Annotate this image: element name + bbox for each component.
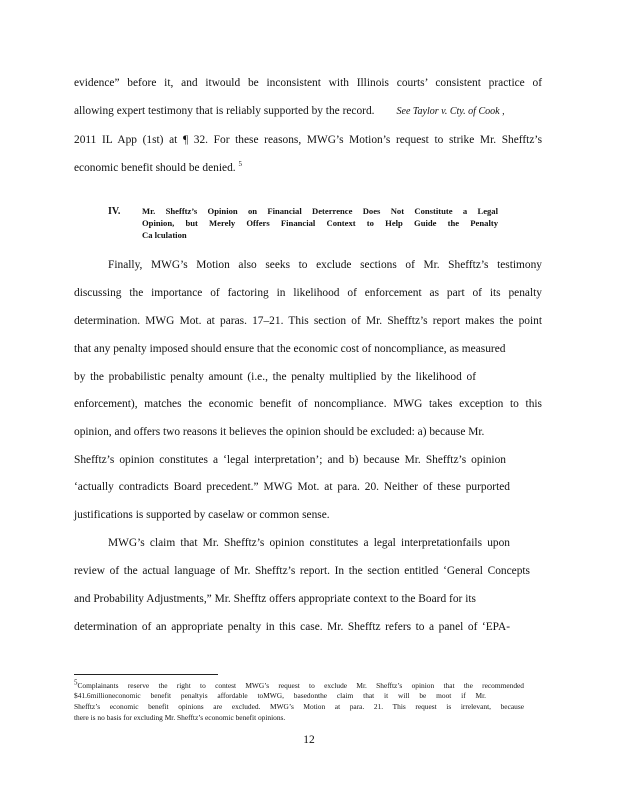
footnote-marker: 5: [74, 678, 78, 687]
body-line-text: allowing expert testimony that is reliably supported by the record.: [74, 105, 375, 117]
body-line: justifications is supported by caselaw or common sense.: [74, 509, 330, 521]
heading-line: Opinion, but Merely Offers Financial Context to Help Guide the Penalty: [142, 218, 498, 228]
section-number: IV.: [108, 206, 121, 217]
footnote-line: $41.6millioneconomic benefit penaltyis affordable toMWG, basedonthe claim that it will be moot if Mr.: [74, 691, 486, 700]
body-line: enforcement), matches the economic benefit of noncompliance. MWG takes exception to this: [74, 398, 542, 410]
body-line: opinion, and offers two reasons it believes the opinion should be excluded: a) because Mr.: [74, 426, 485, 438]
body-line: evidence” before it, and itwould be inconsistent with Illinois courts’ consistent practice of: [74, 77, 542, 89]
body-line: 2011 IL App (1st) at ¶ 32. For these reasons, MWG’s Motion’s request to strike Mr. Shefftz’s: [74, 134, 542, 146]
footnote-text: Complainants reserve the right to contest MWG’s request to exclude Mr. Shefftz’s opinion that the recommended: [77, 681, 524, 690]
footnote-separator: [74, 674, 218, 675]
body-line: and Probability Adjustments,” Mr. Shefftz offers appropriate context to the Board for its: [74, 593, 476, 605]
body-line: MWG’s claim that Mr. Shefftz’s opinion constitutes a legal interpretationfails upon: [108, 537, 510, 549]
body-line: [74, 161, 542, 175]
footnote-line: [74, 678, 524, 691]
footnote-line: Shefftz’s economic benefit opinions are excluded. MWG’s Motion at para. 21. This request is irrelevant, because: [74, 702, 524, 711]
body-line: Finally, MWG’s Motion also seeks to exclude sections of Mr. Shefftz’s testimony: [108, 259, 542, 271]
body-line: ‘actually contradicts Board precedent.” MWG Mot. at para. 20. Neither of these purported: [74, 481, 510, 493]
body-line: [74, 104, 542, 119]
body-line: determination of an appropriate penalty in this case. Mr. Shefftz refers to a panel of ‘EPA-: [74, 621, 510, 633]
body-line: that any penalty imposed should ensure that the economic cost of noncompliance, as measured: [74, 343, 506, 355]
body-line: discussing the importance of factoring in likelihood of enforcement as part of its penalty: [74, 287, 542, 299]
body-line: by the probabilistic penalty amount (i.e., the penalty multiplied by the likelihood of: [74, 371, 476, 383]
body-line-text: economic benefit should be denied.: [74, 162, 236, 174]
page-number: 12: [303, 734, 315, 746]
heading-line: Mr. Shefftz’s Opinion on Financial Deterrence Does Not Constitute a Legal: [142, 206, 498, 216]
footnote-reference: 5: [238, 160, 242, 169]
heading-line: Ca lculation: [142, 230, 187, 240]
body-line: determination. MWG Mot. at paras. 17–21. This section of Mr. Shefftz’s report makes the point: [74, 315, 542, 327]
case-citation: See Taylor v. Cty. of Cook ,: [396, 106, 505, 117]
footnote-line: there is no basis for excluding Mr. Shefftz’s economic benefit opinions.: [74, 713, 286, 722]
body-line: Shefftz’s opinion constitutes a ‘legal interpretation’; and b) because Mr. Shefftz’s opinion: [74, 454, 506, 466]
body-line: review of the actual language of Mr. Shefftz’s report. In the section entitled ‘General Concepts: [74, 565, 530, 577]
